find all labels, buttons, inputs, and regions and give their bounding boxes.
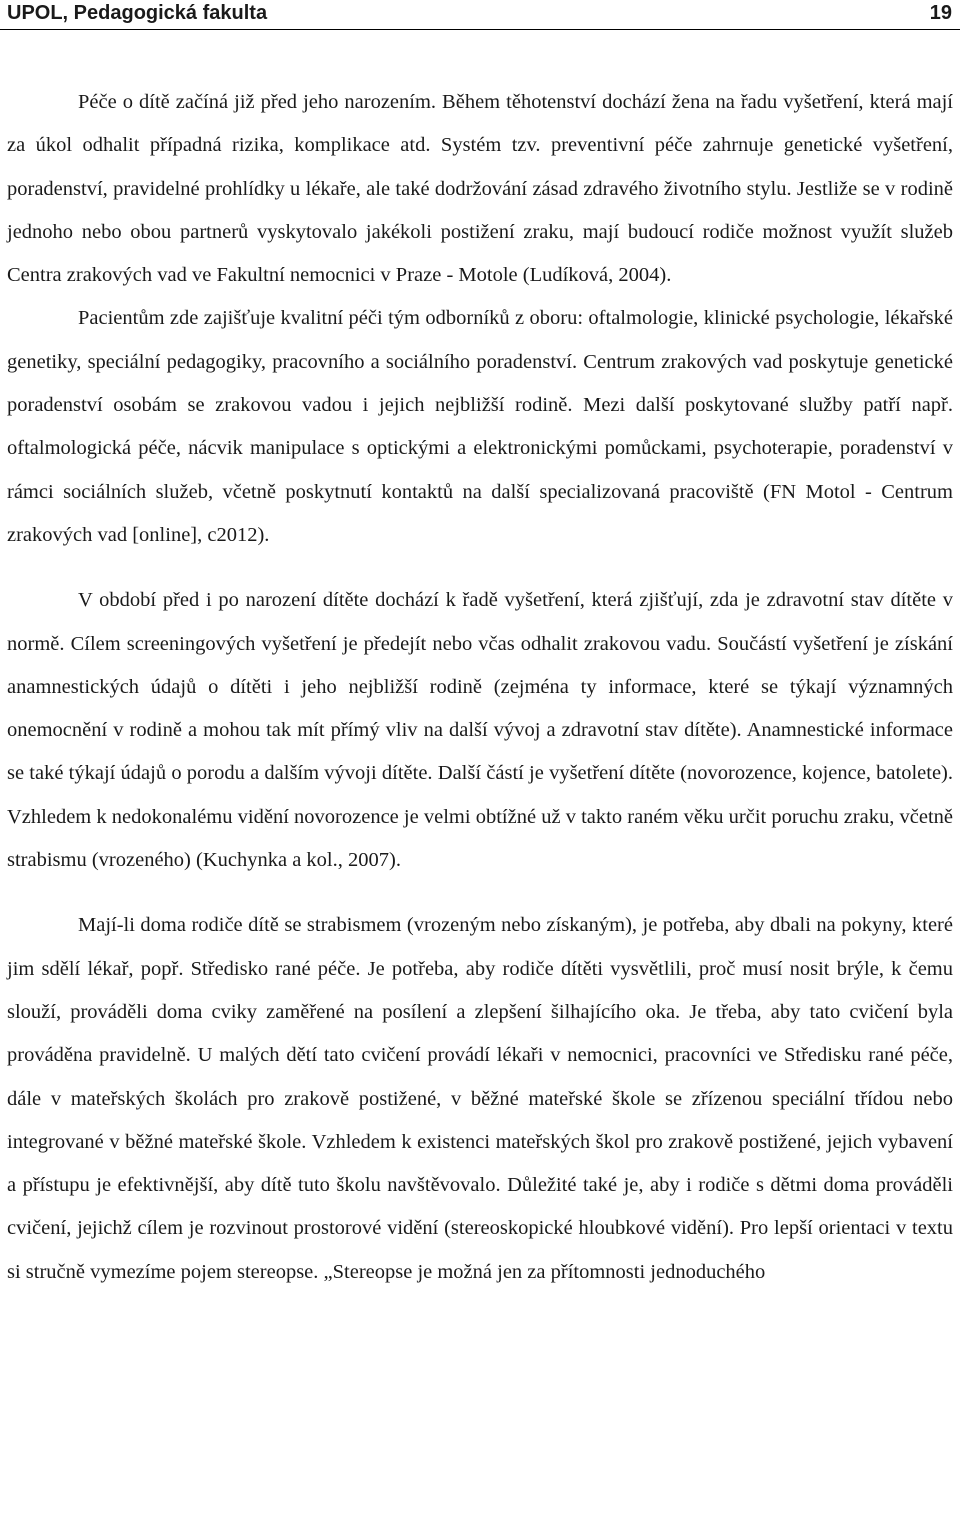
paragraph: V období před i po narození dítěte dochází k řadě vyšetření, která zjišťují, zda je zdravotní stav dítěte v normě. Cílem screeningových vyšetření je předejít nebo včas odhalit zrakovou vadu. Součástí vyšetření je získání anamnestických údajů o dítěti i jeho nejbližší rodině (zejména ty informace, které se týkají významných onemocnění v rodině a mohou tak mít přímý vliv na další vývoj a zdravotní stav dítěte). Anamnestické informace se také týkají údajů o porodu a dalším vývoji dítěte. Další částí je vyšetření dítěte (novorozence, kojence, batolete). Vzhledem k nedokonalému vidění novorozence je velmi obtížné už v takto raném věku určit poruchu zraku, včetně strabismu (vrozeného) (Kuchynka a kol., 2007). [7, 589, 953, 872]
header-title: UPOL, Pedagogická fakulta [7, 2, 268, 24]
page-number: 19 [929, 2, 952, 24]
paragraph: Mají-li doma rodiče dítě se strabismem (vrozeným nebo získaným), je potřeba, aby dbali na pokyny, které jim sdělí lékař, popř. Středisko rané péče. Je potřeba, aby rodiče dítěti vysvětlili, proč musí nosit brýle, k čemu slouží, prováděli doma cviky zaměřené na posílení a zlepšení šilhajícího oka. Je třeba, aby tato cvičení byla prováděna pravidelně. U malých dětí tato cvičení provádí lékaři v nemocnici, pracovníci ve Středisku rané péče, dále v mateřských školách pro zrakově postižené, v běžné mateřské škole se zřízenou speciální třídou nebo integrované v běžné mateřské škole. Vzhledem k existenci mateřských škol pro zrakově postižené, jejich vybavení a přístupu je efektivnější, aby dítě tuto školu navštěvovalo. Důležité také je, aby i rodiče s dětmi doma prováděli cvičení, jejichž cílem je rozvinout prostorové vidění (stereoskopické hloubkové vidění). Pro lepší orientaci v textu si stručně vymezíme pojem stereopse. „Stereopse je možná jen za přítomnosti jednoduchého [7, 914, 953, 1283]
document-body [7, 81, 953, 1294]
paragraph: Péče o dítě začíná již před jeho narozením. Během těhotenství dochází žena na řadu vyšetření, která mají za úkol odhalit případná rizika, komplikace atd. Systém tzv. preventivní péče zahrnuje genetické vyšetření, poradenství, pravidelné prohlídky u lékaře, ale také dodržování zásad zdravého životního stylu. Jestliže se v rodině jednoho nebo obou partnerů vyskytovalo jakékoli postižení zraku, mají budoucí rodiče možnost využít služeb Centra zrakových vad ve Fakultní nemocnici v Praze - Motole (Ludíková, 2004). [7, 91, 953, 287]
page-header [0, 0, 960, 30]
paragraph: Pacientům zde zajišťuje kvalitní péči tým odborníků z oboru: oftalmologie, klinické psychologie, lékařské genetiky, speciální pedagogiky, pracovního a sociálního poradenství. Centrum zrakových vad poskytuje genetické poradenství osobám se zrakovou vadou i jejich nejbližší rodině. Mezi další poskytované služby patří např. oftalmologická péče, nácvik manipulace s optickými a elektronickými pomůckami, psychoterapie, poradenství v rámci sociálních služeb, včetně poskytnutí kontaktů na další specializovaná pracoviště (FN Motol - Centrum zrakových vad [online], c2012). [7, 307, 953, 546]
